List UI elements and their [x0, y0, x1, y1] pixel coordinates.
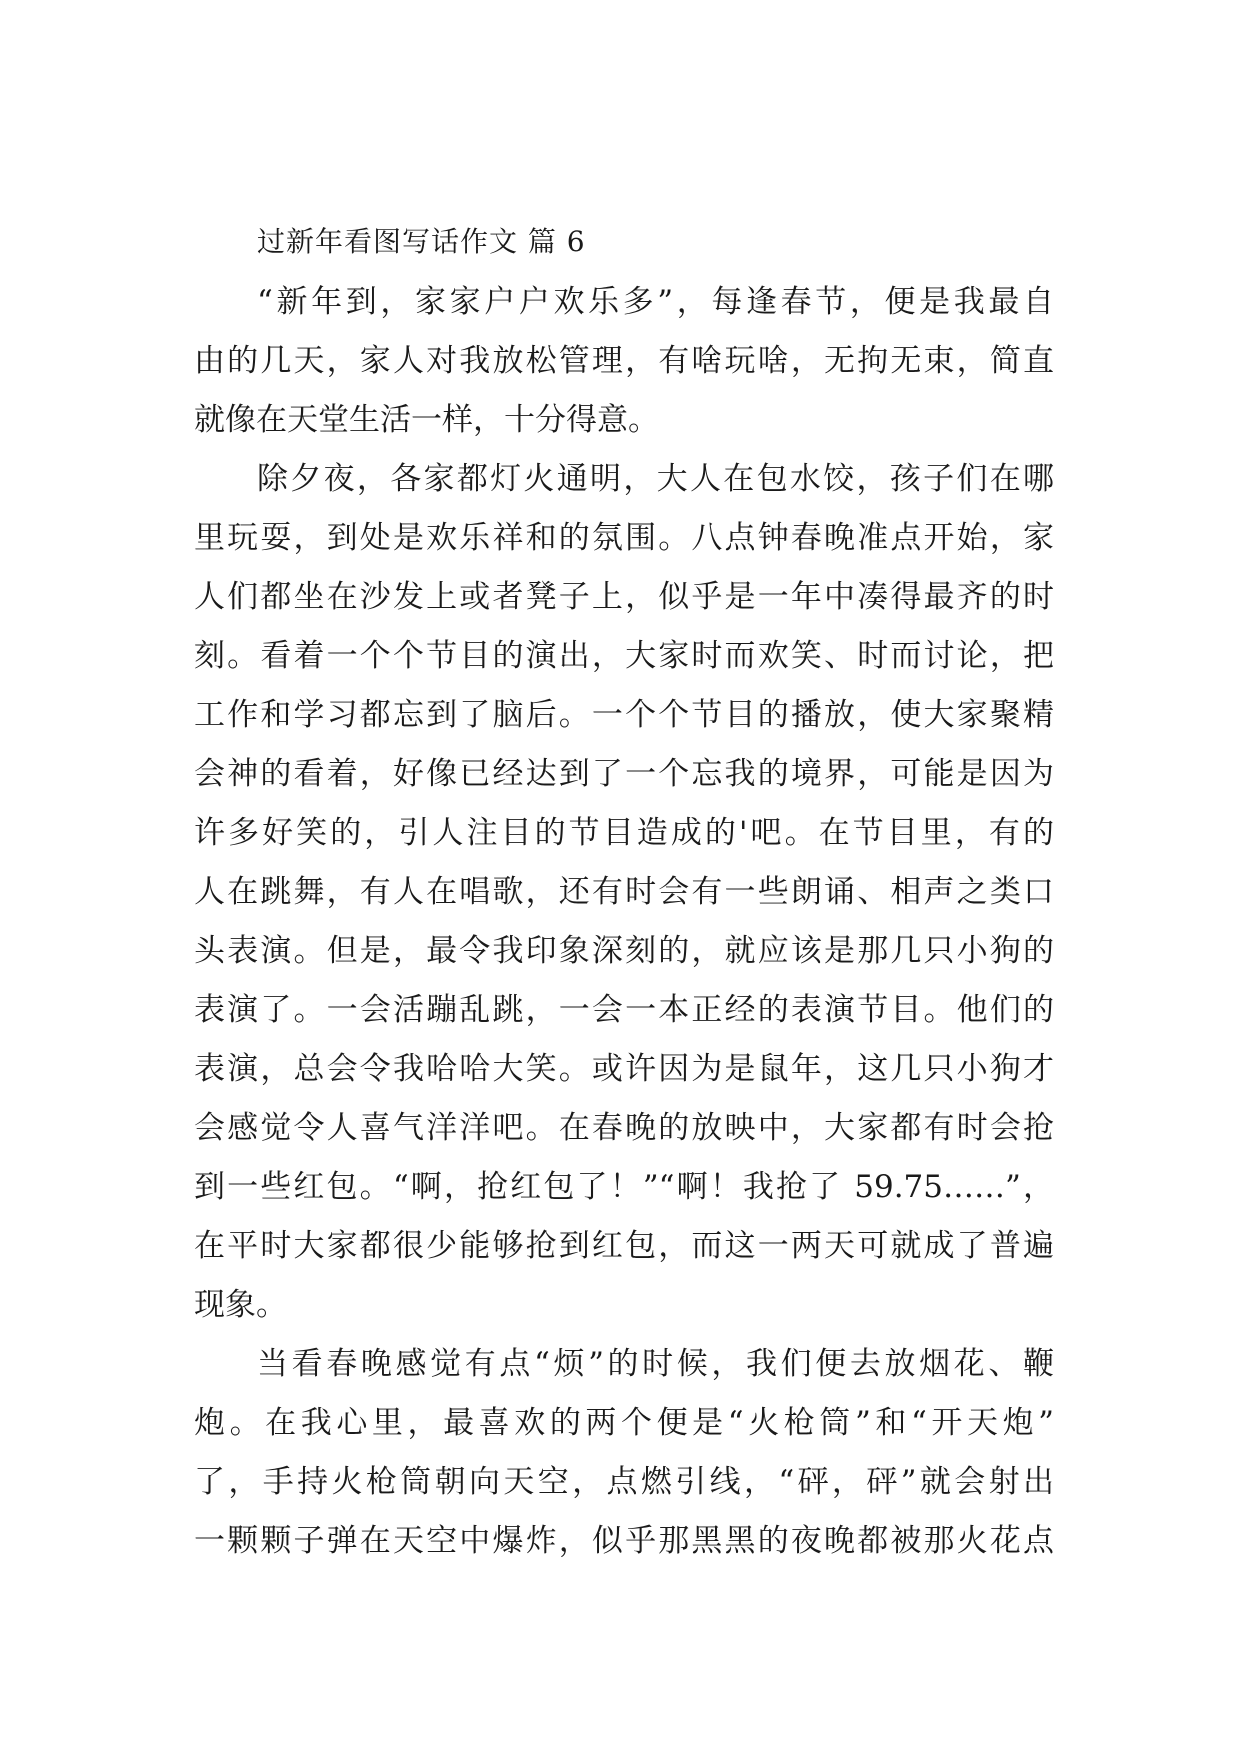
- paragraph-line: 表演了。一会活蹦乱跳，一会一本正经的表演节目。他们的: [194, 992, 1054, 1028]
- paragraph-line: 人在跳舞，有人在唱歌，还有时会有一些朗诵、相声之类口: [194, 874, 1054, 910]
- paragraph-line: 会感觉令人喜气洋洋吧。在春晚的放映中，大家都有时会抢: [194, 1110, 1054, 1146]
- paragraph-line: 里玩耍，到处是欢乐祥和的氛围。八点钟春晚准点开始，家: [194, 520, 1054, 556]
- paragraph-line: 除夕夜，各家都灯火通明，大人在包水饺，孩子们在哪: [257, 461, 1054, 497]
- paragraph-line: 到一些红包。“啊，抢红包了！”“啊！我抢了 59.75……”，: [194, 1169, 1054, 1205]
- document-title: 过新年看图写话作文 篇 6: [257, 225, 586, 258]
- paragraph-line: 一颗颗子弹在天空中爆炸，似乎那黑黑的夜晚都被那火花点: [194, 1523, 1054, 1559]
- paragraph-line: 在平时大家都很少能够抢到红包，而这一两天可就成了普遍: [194, 1228, 1054, 1264]
- paragraph-line: 工作和学习都忘到了脑后。一个个节目的播放，使大家聚精: [194, 697, 1054, 733]
- paragraph-line: 头表演。但是，最令我印象深刻的，就应该是那几只小狗的: [194, 933, 1054, 969]
- paragraph-line: 当看春晚感觉有点“烦”的时候，我们便去放烟花、鞭: [257, 1346, 1054, 1382]
- paragraph-line: 许多好笑的，引人注目的节目造成的'吧。在节目里，有的: [194, 815, 1054, 851]
- paragraph-line: 由的几天，家人对我放松管理，有啥玩啥，无拘无束，简直: [194, 343, 1054, 379]
- paragraph-line: 现象。: [194, 1287, 287, 1323]
- paragraph-line: “新年到，家家户户欢乐多”，每逢春节，便是我最自: [257, 284, 1054, 320]
- paragraph-line: 刻。看着一个个节目的演出，大家时而欢笑、时而讨论，把: [194, 638, 1054, 674]
- paragraph-line: 会神的看着，好像已经达到了一个忘我的境界，可能是因为: [194, 756, 1054, 792]
- paragraph-line: 了，手持火枪筒朝向天空，点燃引线，“砰，砰”就会射出: [194, 1464, 1054, 1500]
- paragraph-line: 人们都坐在沙发上或者凳子上，似乎是一年中凑得最齐的时: [194, 579, 1054, 615]
- paragraph-line: 就像在天堂生活一样，十分得意。: [194, 402, 659, 438]
- paragraph-line: 表演，总会令我哈哈大笑。或许因为是鼠年，这几只小狗才: [194, 1051, 1054, 1087]
- paragraph-line: 炮。在我心里，最喜欢的两个便是“火枪筒”和“开天炮”: [194, 1405, 1054, 1441]
